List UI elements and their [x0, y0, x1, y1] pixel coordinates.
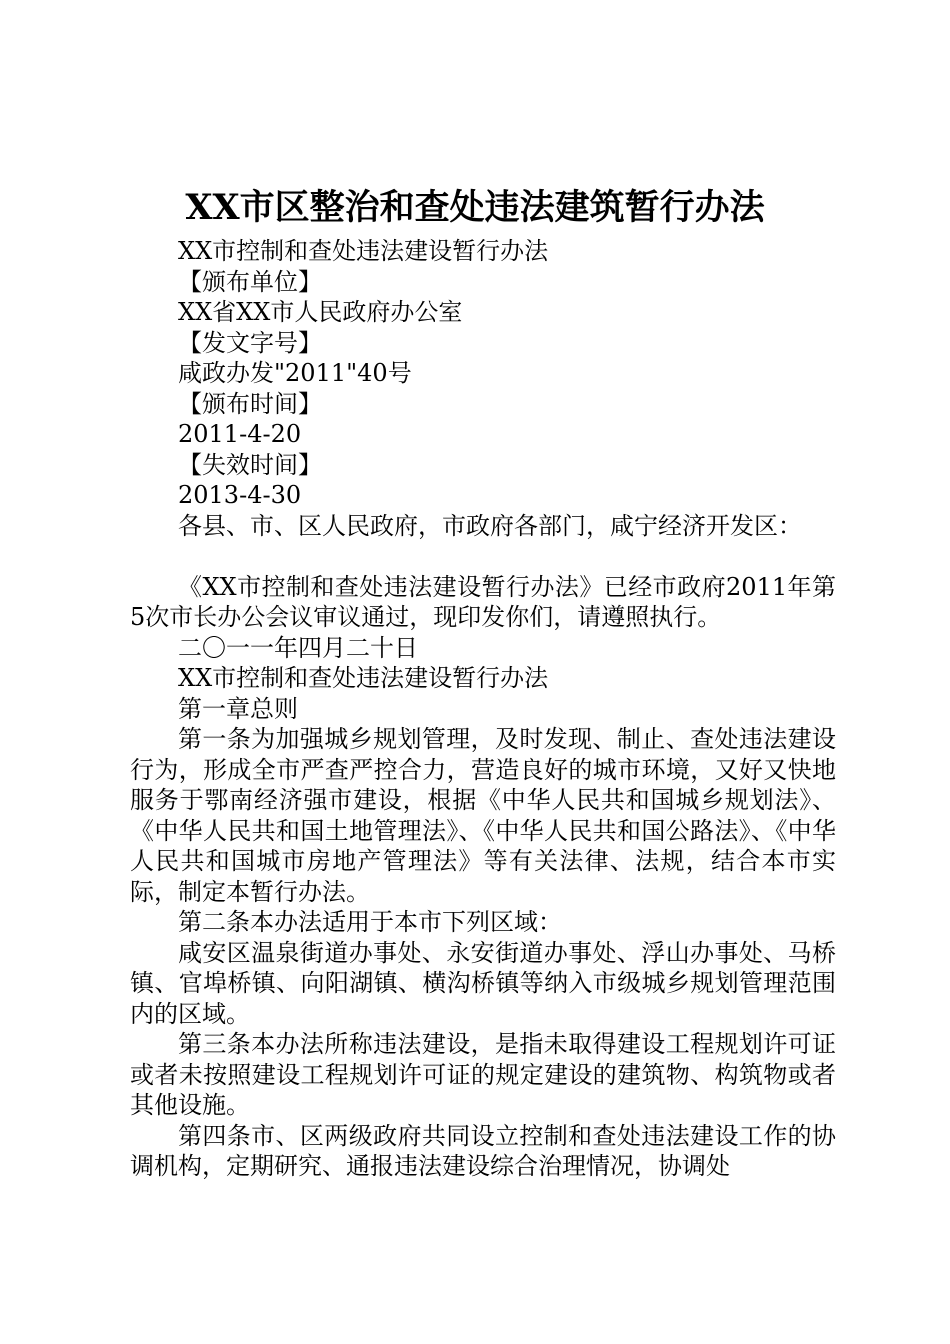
- date-line: 二〇一一年四月二十日: [178, 633, 418, 662]
- blank-line: [130, 541, 836, 572]
- article-4: 第四条市、区两级政府共同设立控制和查处违法建设工作的协调机构，定期研究、通报违法建设综合治理情况，协调处: [130, 1121, 836, 1180]
- header-line-docnum-label: 【发文字号】: [178, 328, 322, 357]
- article-2-detail: 咸安区温泉街道办事处、永安街道办事处、浮山办事处、马桥镇、官埠桥镇、向阳湖镇、横沟桥镇等纳入市级城乡规划管理范围内的区域。: [130, 938, 836, 1028]
- subtitle-line: XX市控制和查处违法建设暂行办法: [178, 664, 549, 692]
- document-body: [130, 236, 836, 1182]
- article-2: 第二条本办法适用于本市下列区域：: [178, 908, 562, 936]
- header-line-issue-date-label: 【颁布时间】: [178, 389, 322, 418]
- article-1: 第一条为加强城乡规划管理，及时发现、制止、查处违法建设行为，形成全市严查严控合力，营造良好的城市环境，又好又快地服务于鄂南经济强市建设，根据《中华人民共和国城乡规划法》、《中华人民共和国土地管理法》、《中华人民共和国公路法》、《中华人民共和国城市房地产管理法》等有关法律、法规，结合本市实际，制定本暂行办法。: [130, 725, 836, 906]
- header-line-expiry-label: 【失效时间】: [178, 450, 322, 479]
- header-line-docnum: 咸政办发"2011"40号: [178, 359, 412, 387]
- header-line-expiry-date: 2013-4-30: [178, 481, 302, 509]
- header-line-issue-date: 2011-4-20: [178, 420, 302, 448]
- header-line-doc-name: XX市控制和查处违法建设暂行办法: [178, 237, 549, 265]
- article-3: 第三条本办法所称违法建设，是指未取得建设工程规划许可证或者未按照建设工程规划许可证的规定建设的建筑物、构筑物或者其他设施。: [130, 1030, 836, 1119]
- header-line-issuer-label: 【颁布单位】: [178, 267, 322, 296]
- chapter-heading: 第一章总则: [178, 694, 298, 723]
- document-title: XX市区整治和查处违法建筑暂行办法: [185, 187, 765, 228]
- notice-paragraph: 《XX市控制和查处违法建设暂行办法》已经市政府2011年第5次市长办公会议审议通过，现印发你们，请遵照执行。: [130, 572, 836, 631]
- addressee-line: 各县、市、区人民政府，市政府各部门，咸宁经济开发区：: [178, 511, 802, 540]
- header-line-issuer: XX省XX市人民政府办公室: [178, 298, 463, 326]
